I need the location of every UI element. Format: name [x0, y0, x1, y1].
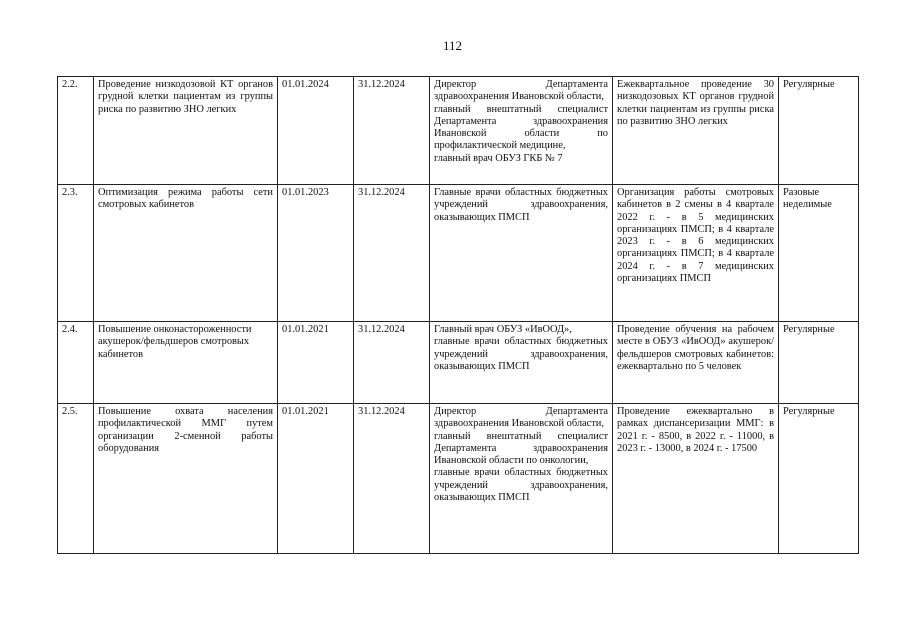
result-cell: Организация работы смотровых кабинетов в 2 смены в 4 квартале 2022 г. - в 5 медицинских организациях ПМСП; в 4 квартале 2023 г. - в 6 медицинских организациях ПМСП; в 4 квартале 2024 г. - в 7 медицинских организациях ПМСП	[613, 185, 779, 322]
end-date: 31.12.2024	[354, 322, 430, 404]
responsible-line: главные врачи областных бюджетных учреждений здравоохранения, оказывающих ПМСП	[434, 467, 608, 504]
start-date: 01.01.2024	[278, 77, 354, 185]
table-row	[58, 404, 859, 554]
responsible-line: Директор Департамента здравоохранения Ивановской области,	[434, 406, 608, 430]
result-cell: Ежеквартальное проведение 30 низкодозовых КТ органов грудной клетки пациентам из группы риска по развитию ЗНО легких	[613, 77, 779, 185]
table-row	[58, 185, 859, 322]
row-number: 2.5.	[58, 404, 94, 554]
activities-table	[57, 76, 859, 554]
row-number: 2.4.	[58, 322, 94, 404]
table-row	[58, 322, 859, 404]
activity-type: Регулярные	[779, 77, 859, 185]
responsible-cell	[430, 185, 613, 322]
end-date: 31.12.2024	[354, 185, 430, 322]
responsible-line: Главный врач ОБУЗ «ИвООД»,	[434, 324, 572, 335]
activity-type: Разовые неделимые	[779, 185, 859, 322]
responsible-line: главный врач ОБУЗ ГКБ № 7	[434, 152, 563, 164]
activity-title: Повышение охвата населения профилактической ММГ путем организации 2-сменной работы оборудования	[94, 404, 278, 554]
start-date: 01.01.2021	[278, 322, 354, 404]
responsible-cell	[430, 404, 613, 554]
row-number: 2.3.	[58, 185, 94, 322]
activity-type: Регулярные	[779, 404, 859, 554]
responsible-line: главный внештатный специалист Департамента здравоохранения Ивановской области по онкологии,	[434, 430, 608, 467]
activity-type: Регулярные	[779, 322, 859, 404]
responsible-line: главные врачи областных бюджетных учреждений здравоохранения, оказывающих ПМСП	[434, 336, 608, 372]
start-date: 01.01.2021	[278, 404, 354, 554]
responsible-line: главный внештатный специалист Департамента здравоохранения Ивановской области по профилактической медицине,	[434, 103, 608, 152]
row-number: 2.2.	[58, 77, 94, 185]
page-number: 112	[442, 38, 463, 53]
result-cell: Проведение ежеквартально в рамках диспансеризации ММГ: в 2021 г. - 8500, в 2022 г. - 11000, в 2023 г. - 13000, в 2024 г. - 17500	[613, 404, 779, 554]
table-row	[58, 77, 859, 185]
result-cell: Проведение обучения на рабочем месте в ОБУЗ «ИвООД» акушерок/фельдшеров смотровых кабинетов: ежеквартально по 5 человек	[613, 322, 779, 404]
responsible-line: Главные врачи областных бюджетных учреждений здравоохранения, оказывающих ПМСП	[434, 187, 608, 223]
end-date: 31.12.2024	[354, 77, 430, 185]
activity-title: Оптимизация режима работы сети смотровых кабинетов	[94, 185, 278, 322]
start-date: 01.01.2023	[278, 185, 354, 322]
end-date: 31.12.2024	[354, 404, 430, 554]
responsible-line: Директор Департамента здравоохранения Ивановской области,	[434, 79, 608, 103]
activity-title: Проведение низкодозовой КТ органов грудной клетки пациентам из группы риска по развитию ЗНО легких	[94, 77, 278, 185]
responsible-cell	[430, 77, 613, 185]
responsible-cell	[430, 322, 613, 404]
activity-title: Повышение онконастороженности акушерок/фельдшеров смотровых кабинетов	[94, 322, 278, 404]
